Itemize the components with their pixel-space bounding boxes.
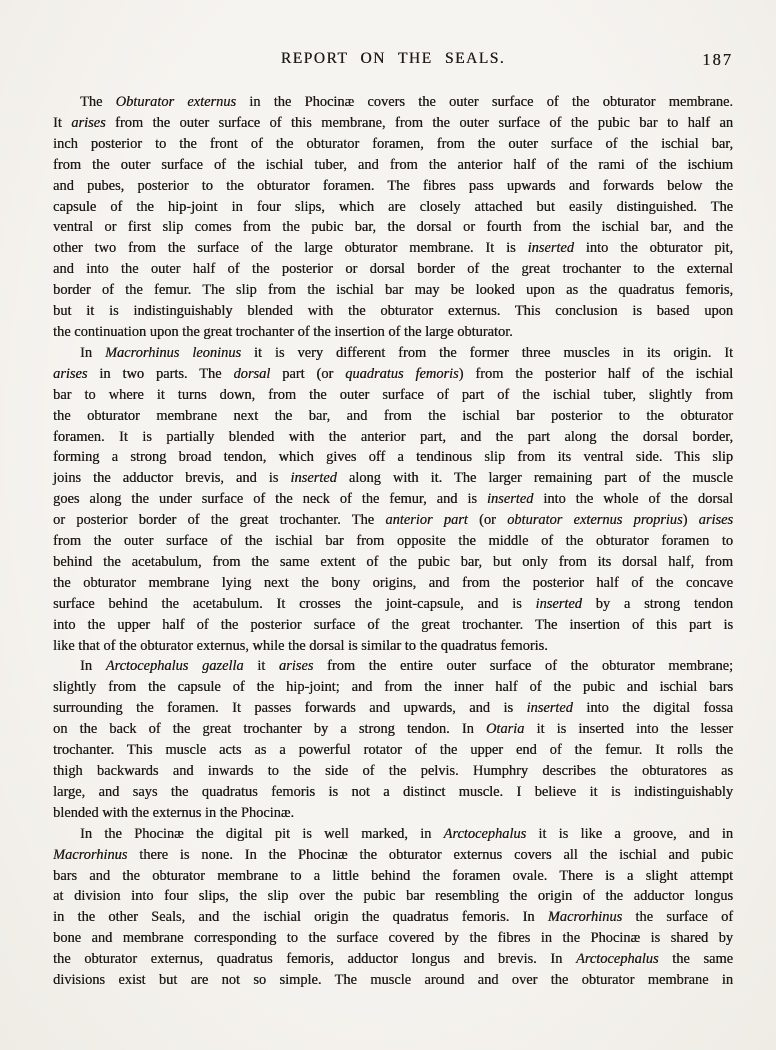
text-line: foramen. It is partially blended with the anterior part, and the part along the dorsal border, xyxy=(53,428,733,445)
text-line: and pubes, posterior to the obturator foramen. The fibres pass upwards and forwards below the xyxy=(53,177,733,194)
paragraph xyxy=(53,92,733,343)
text-line: blended with the externus in the Phocinæ. xyxy=(53,804,295,821)
text-line: It arises from the outer surface of this membrane, from the outer surface of the pubic bar to half an xyxy=(53,114,733,131)
text-line: The Obturator externus in the Phocinæ covers the outer surface of the obturator membrane. xyxy=(80,94,733,110)
page-header xyxy=(53,50,733,72)
body-text xyxy=(53,92,733,991)
text-line: forming a strong broad tendon, which gives off a tendinous slip from its ventral side. This slip xyxy=(53,449,733,466)
text-line: the obturator membrane next the bar, and from the ischial bar posterior to the obturator xyxy=(53,407,733,424)
text-line: in the other Seals, and the ischial origin the quadratus femoris. In Macrorhinus the surface of xyxy=(53,909,734,926)
text-line: large, and says the quadratus femoris is not a distinct muscle. I believe it is indistinguishably xyxy=(53,783,733,800)
text-line: bar to where it turns down, from the outer surface of part of the ischial tuber, slightly from xyxy=(53,386,733,403)
text-line: trochanter. This muscle acts as a powerful rotator of the upper end of the femur. It rolls the xyxy=(53,742,733,759)
text-line: In Macrorhinus leoninus it is very different from the former three muscles in its origin. It xyxy=(80,344,733,361)
text-line: the obturator membrane lying next the bony origins, and from the posterior half of the concave xyxy=(53,574,733,591)
text-line: thigh backwards and inwards to the side of the pelvis. Humphry describes the obturatores as xyxy=(53,763,733,779)
text-line: surrounding the foramen. It passes forwards and upwards, and is inserted into the digital fossa xyxy=(53,700,733,717)
text-line: inch posterior to the front of the obturator foramen, from the outer surface of the ischial bar, xyxy=(53,135,733,152)
text-line: from the outer surface of the ischial tuber, and from the anterior half of the rami of the ischium xyxy=(53,156,733,173)
paragraph xyxy=(53,343,733,657)
text-line: capsule of the hip-joint in four slips, which are closely attached but easily distinguished. The xyxy=(53,198,733,215)
text-line: into the upper half of the posterior surface of the great trochanter. The insertion of this part is xyxy=(53,616,733,633)
text-line: the obturator externus, quadratus femoris, adductor longus and brevis. In Arctocephalus the same xyxy=(53,951,733,968)
page-number: 187 xyxy=(702,50,733,69)
paragraph xyxy=(53,824,733,991)
text-line: the continuation upon the great trochanter of the insertion of the large obturator. xyxy=(53,323,513,340)
text-line: border of the femur. The slip from the ischial bar may be looked upon as the quadratus femoris, xyxy=(53,282,733,299)
text-line: In Arctocephalus gazella it arises from the entire outer surface of the obturator membrane; xyxy=(80,658,733,675)
text-line: or posterior border of the great trochanter. The anterior part (or obturator externus proprius) arises xyxy=(53,512,734,529)
text-line: In the Phocinæ the digital pit is well marked, in Arctocephalus it is like a groove, and in xyxy=(80,825,733,842)
text-line: divisions exist but are not so simple. The muscle around and over the obturator membrane in xyxy=(53,972,733,989)
text-line: bone and membrane corresponding to the surface covered by the fibres in the Phocinæ is shared by xyxy=(53,930,733,947)
text-line: at division into four slips, the slip over the pubic bar resembling the origin of the adductor longus xyxy=(53,888,733,905)
text-line: ventral or first slip comes from the pubic bar, the dorsal or fourth from the ischial bar, and the xyxy=(53,219,733,236)
text-line: other two from the surface of the large obturator membrane. It is inserted into the obturator pit, xyxy=(53,240,733,257)
text-line: on the back of the great trochanter by a strong tendon. In Otaria it is inserted into the lesser xyxy=(53,721,733,738)
text-line: like that of the obturator externus, while the dorsal is similar to the quadratus femoris. xyxy=(53,637,548,654)
running-title: REPORT ON THE SEALS. xyxy=(280,50,506,67)
text-line: slightly from the capsule of the hip-joint; and from the inner half of the pubic and ischial bars xyxy=(53,679,733,696)
text-line: surface behind the acetabulum. It crosses the joint-capsule, and is inserted by a strong tendon xyxy=(53,595,733,612)
text-line: Macrorhinus there is none. In the Phocinæ the obturator externus covers all the ischial and pubic xyxy=(53,846,733,863)
paragraph xyxy=(53,656,733,823)
text-line: from the outer surface of the ischial bar from opposite the middle of the obturator foramen to xyxy=(53,533,733,550)
text-line: joins the adductor brevis, and is inserted along with it. The larger remaining part of the muscle xyxy=(53,470,733,487)
text-line: behind the acetabulum, from the same extent of the pubic bar, but only from its dorsal half, from xyxy=(53,553,733,570)
text-line: arises in two parts. The dorsal part (or quadratus femoris) from the posterior half of the ischial xyxy=(53,365,734,382)
text-line: goes along the under surface of the neck of the femur, and is inserted into the whole of the dorsal xyxy=(53,491,733,508)
text-line: bars and the obturator membrane to a little behind the foramen ovale. There is a slight attempt xyxy=(53,867,733,884)
text-line: and into the outer half of the posterior or dorsal border of the great trochanter to the external xyxy=(53,261,733,278)
text-line: but it is indistinguishably blended with the obturator externus. This conclusion is based upon xyxy=(53,303,733,320)
